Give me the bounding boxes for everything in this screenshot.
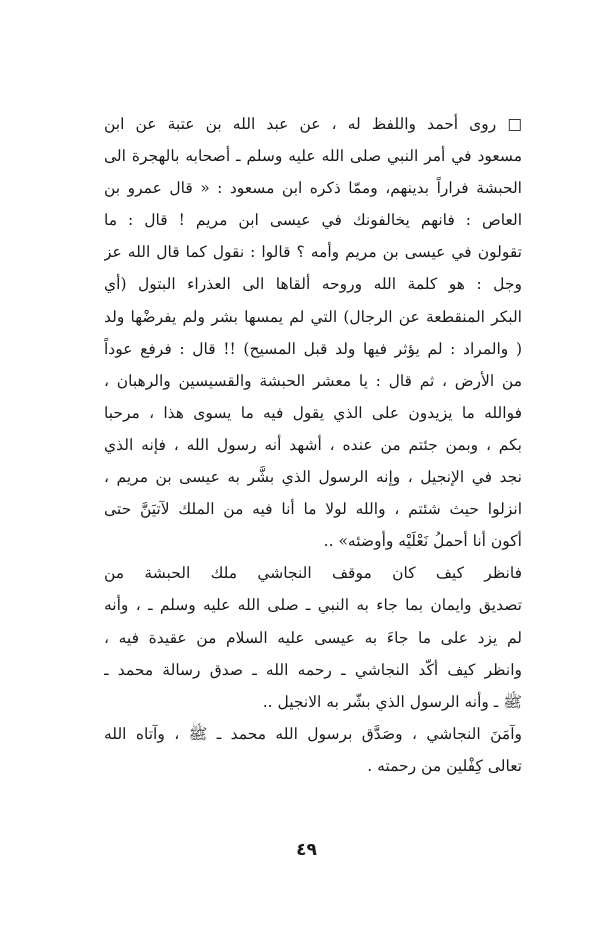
text-line: وجل : هو كلمة الله وروحه ألقاها الى العذراء البتول (أي <box>104 275 522 294</box>
text-line: ﷺ ـ وأنه الرسول الذي بشّر به الانجيل .. <box>262 692 522 711</box>
text-line: العاص : فانهم يخالفونك في عيسى ابن مريم ! قال : ما <box>104 211 522 230</box>
text-line: من الأرض ، ثم قال : يا معشر الحبشة والقسيسين والرهبان ، <box>104 371 522 390</box>
text-line: وآمَنَ النجاشي ، وصَدَّق برسول الله محمد ـ ﷺ ، وآتاه الله <box>104 724 522 743</box>
text-line: □ روى أحمد واللفظ له ، عن عبد الله بن عتبة عن ابن <box>104 115 522 133</box>
text-line: انزلوا حيث شئتم ، والله لولا ما أنا فيه من الملك لآتيَنَّ حتى <box>104 500 522 519</box>
text-line: مسعود في أمر النبي صلى الله عليه وسلم ـ أصحابه بالهجرة الى <box>104 147 522 166</box>
text-line: ( والمراد : لم يؤثر فيها ولد قبل المسيح) !! قال : فرفع عوداً <box>104 339 522 358</box>
page-number: ٤٩ <box>296 840 317 860</box>
text-line: لم يزد على ما جاءَ به عيسى عليه السلام من عقيدة فيه ، <box>104 628 522 647</box>
text-line: فوالله ما يزيدون على الذي يقول فيه ما يسوى هذا ، مرحبا <box>104 403 522 422</box>
text-line: البكر المنقطعة عن الرجال) التي لم يمسها بشر ولم يفرضْها ولد <box>104 307 522 326</box>
text-line: تقولون في عيسى بن مريم وأمه ؟ قالوا : نقول كما قال الله عز <box>104 243 522 262</box>
text-line: وانظر كيف أكّد النجاشي ـ رحمه الله ـ صدق رسالة محمد ـ <box>104 660 522 679</box>
text-line: أكون أنا أحملُ نَعْلَيْه وأوضئه» .. <box>323 532 522 551</box>
body-text <box>104 108 522 782</box>
text-line: تصديق وايمان بما جاء به النبي ـ صلى الله عليه وسلم ـ ، وأنه <box>104 596 522 615</box>
text-line: فانظر كيف كان موقف النجاشي ملك الحبشة من <box>104 564 522 583</box>
text-line: نجد في الإنجيل ، وإنه الرسول الذي بشَّر به عيسى بن مريم ، <box>104 468 522 487</box>
text-line: تعالى كِفْلين من رحمته . <box>367 756 522 775</box>
text-line: الحبشة فراراً بدينهم، وممّا ذكره ابن مسعود : « قال عمرو بن <box>104 179 522 198</box>
text-line: بكم ، وبمن جئتم من عنده ، أشهد أنه رسول الله ، فإنه الذي <box>104 435 522 454</box>
